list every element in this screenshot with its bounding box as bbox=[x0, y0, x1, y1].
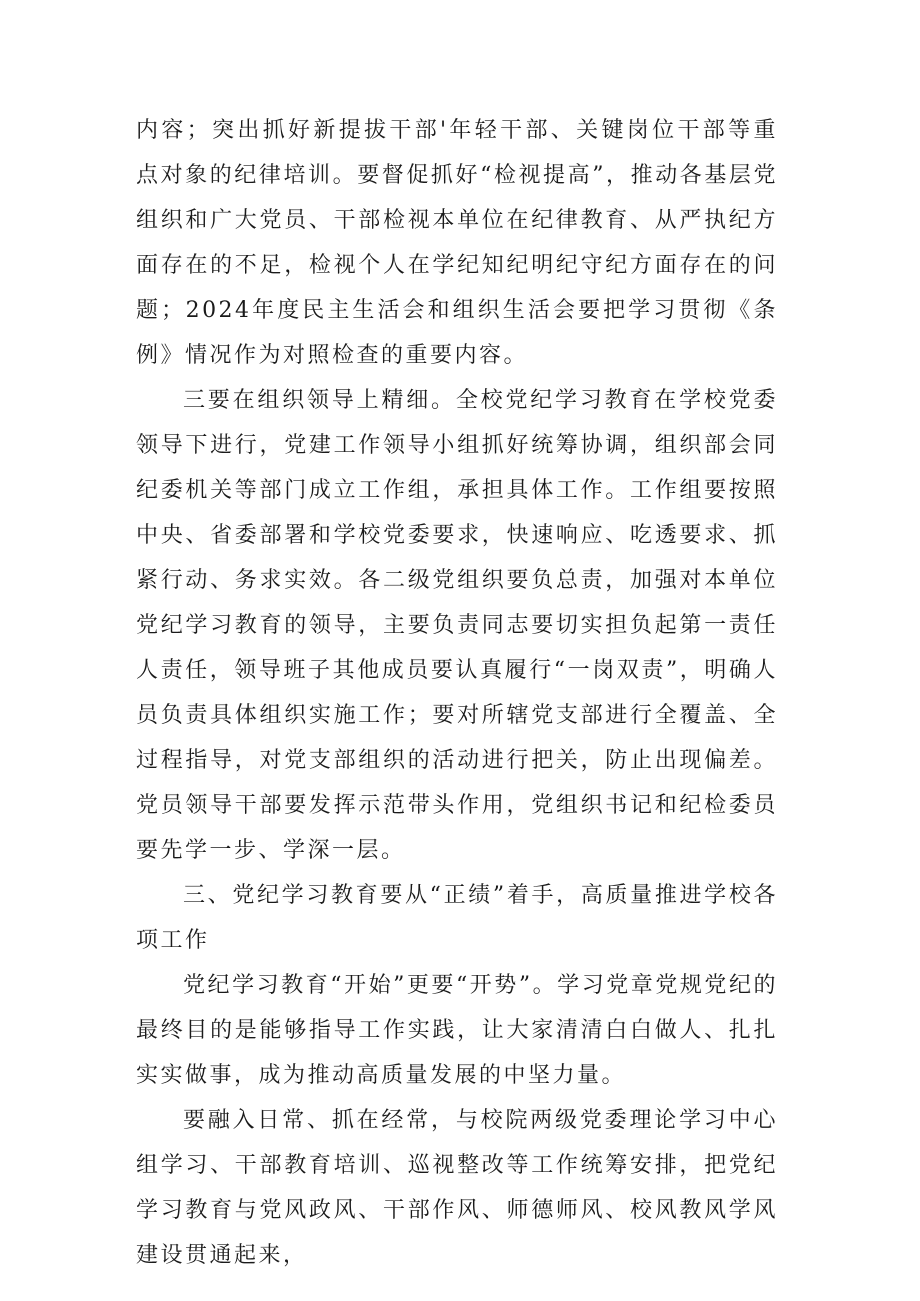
paragraph-start-momentum: 党纪学习教育“开始”更要“开势”。学习党章党规党纪的最终目的是能够指导工作实践，让大家清清白白做人、扎扎实实做事，成为推动高质量发展的中坚力量。 bbox=[136, 973, 778, 1088]
paragraph-integrate-daily: 要融入日常、抓在经常，与校院两级党委理论学习中心组学习、干部教育培训、巡视整改等工作统筹安排，把党纪学习教育与党风政风、干部作风、师德师风、校风教风学风建设贯通起来， bbox=[136, 1108, 778, 1268]
paragraph-organization-leadership: 三要在组织领导上精细。全校党纪学习教育在学校党委领导下进行，党建工作领导小组抓好统筹协调，组织部会同纪委机关等部门成立工作组，承担具体工作。工作组要按照中央、省委部署和学校党委要求，快速响应、吃透要求、抓紧行动、务求实效。各二级党组织要负总责，加强对本单位党纪学习教育的领导，主要负责同志要切实担负起第一责任人责任，领导班子其他成员要认真履行“一岗双责”，明确人员负责具体组织实施工作；要对所辖党支部进行全覆盖、全过程指导，对党支部组织的活动进行把关，防止出现偏差。党员领导干部要发挥示范带头作用，党组织书记和纪检委员要先学一步、学深一层。 bbox=[136, 388, 778, 863]
paragraph-continuation: 内容；突出抓好新提拔干部'年轻干部、关键岗位干部等重点对象的纪律培训。要督促抓好“检视提高”，推动各基层党组织和广大党员、干部检视本单位在纪律教育、从严执纪方面存在的不足，检视个人在学纪知纪明纪守纪方面存在的问题；2024年度民主生活会和组织生活会要把学习贯彻《条例》情况作为对照检查的重要内容。 bbox=[136, 118, 778, 368]
section-heading-three: 三、党纪学习教育要从“正绩”着手，高质量推进学校各项工作 bbox=[136, 883, 778, 953]
document-body bbox=[136, 108, 778, 1278]
